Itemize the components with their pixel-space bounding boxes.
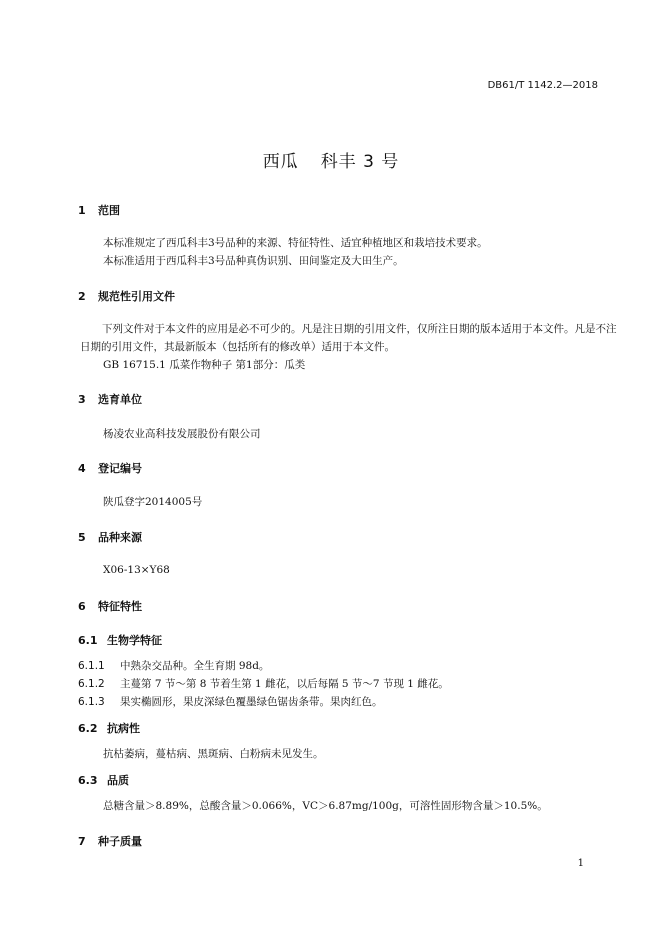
section-6-2-heading [78,720,140,736]
clause-text: 中熟杂交品种。全生育期 98d。 [120,660,270,672]
clause-number: 6.1.1 [78,660,105,672]
section-title: 品质 [107,774,129,787]
section-number: 2 [78,290,86,303]
document-title [0,147,662,172]
section-title: 特征特性 [98,600,142,613]
section-number: 6.1 [78,634,98,647]
section-5-heading [78,529,142,545]
title-part1: 西瓜 [262,152,299,172]
section-title: 生物学特征 [107,634,162,647]
standard-number: DB61/T 1142.2—2018 [487,80,598,91]
section-number: 5 [78,531,86,544]
section-1-paragraph-2: 本标准适用于西瓜科丰3号品种真伪识别、田间鉴定及大田生产。 [103,255,404,267]
section-title: 范围 [98,204,120,217]
registration-number: 陕瓜登字2014005号 [103,496,203,508]
section-7-heading [78,833,142,849]
section-number: 6 [78,600,86,613]
quality-values: 总糖含量＞8.89%，总酸含量＞0.066%，VC＞6.87mg/100g，可溶性固形物含量＞10.5%。 [103,800,548,812]
section-title: 登记编号 [98,462,142,475]
section-number: 6.3 [78,774,98,787]
section-6-heading [78,598,142,614]
section-2-paragraph: 下列文件对于本文件的应用是必不可少的。凡是注日期的引用文件，仅所注日期的版本适用于本文件。凡是不注日期的引用文件，其最新版本（包括所有的修改单）适用于本文件。 [80,323,617,353]
section-1-heading [78,202,120,218]
section-title: 规范性引用文件 [98,290,175,303]
section-number: 4 [78,462,86,475]
section-4-heading [78,460,142,476]
section-number: 3 [78,393,86,406]
clause-number: 6.1.2 [78,678,105,690]
section-6-1-heading [78,632,162,648]
clause-number: 6.1.3 [78,696,105,708]
page-number: 1 [577,858,584,869]
clause-6-1-1 [78,658,269,673]
normative-reference: GB 16715.1 瓜菜作物种子 第1部分：瓜类 [103,359,306,371]
section-number: 6.2 [78,722,98,735]
clause-text: 果实椭圆形，果皮深绿色覆墨绿色锯齿条带。果肉红色。 [120,696,383,708]
section-3-heading [78,391,142,407]
title-part2: 科丰 3 号 [320,152,400,172]
breeding-unit: 杨凌农业高科技发展股份有限公司 [103,428,261,440]
section-number: 7 [78,835,86,848]
section-title: 品种来源 [98,531,142,544]
section-title: 选育单位 [98,393,142,406]
section-number: 1 [78,204,86,217]
clause-6-1-3 [78,694,383,709]
variety-origin: X06-13×Y68 [103,564,170,576]
section-2-heading [78,288,175,304]
section-1-paragraph-1: 本标准规定了西瓜科丰3号品种的来源、特征特性、适宜种植地区和栽培技术要求。 [103,237,488,249]
section-title: 种子质量 [98,835,142,848]
clause-text: 主蔓第 7 节～第 8 节着生第 1 雌花，以后每隔 5 节～7 节现 1 雌花。 [120,678,449,690]
disease-resistance: 抗枯萎病，蔓枯病、黑斑病、白粉病未见发生。 [103,748,324,760]
section-title: 抗病性 [107,722,140,735]
section-6-3-heading [78,772,129,788]
clause-6-1-2 [78,676,449,691]
